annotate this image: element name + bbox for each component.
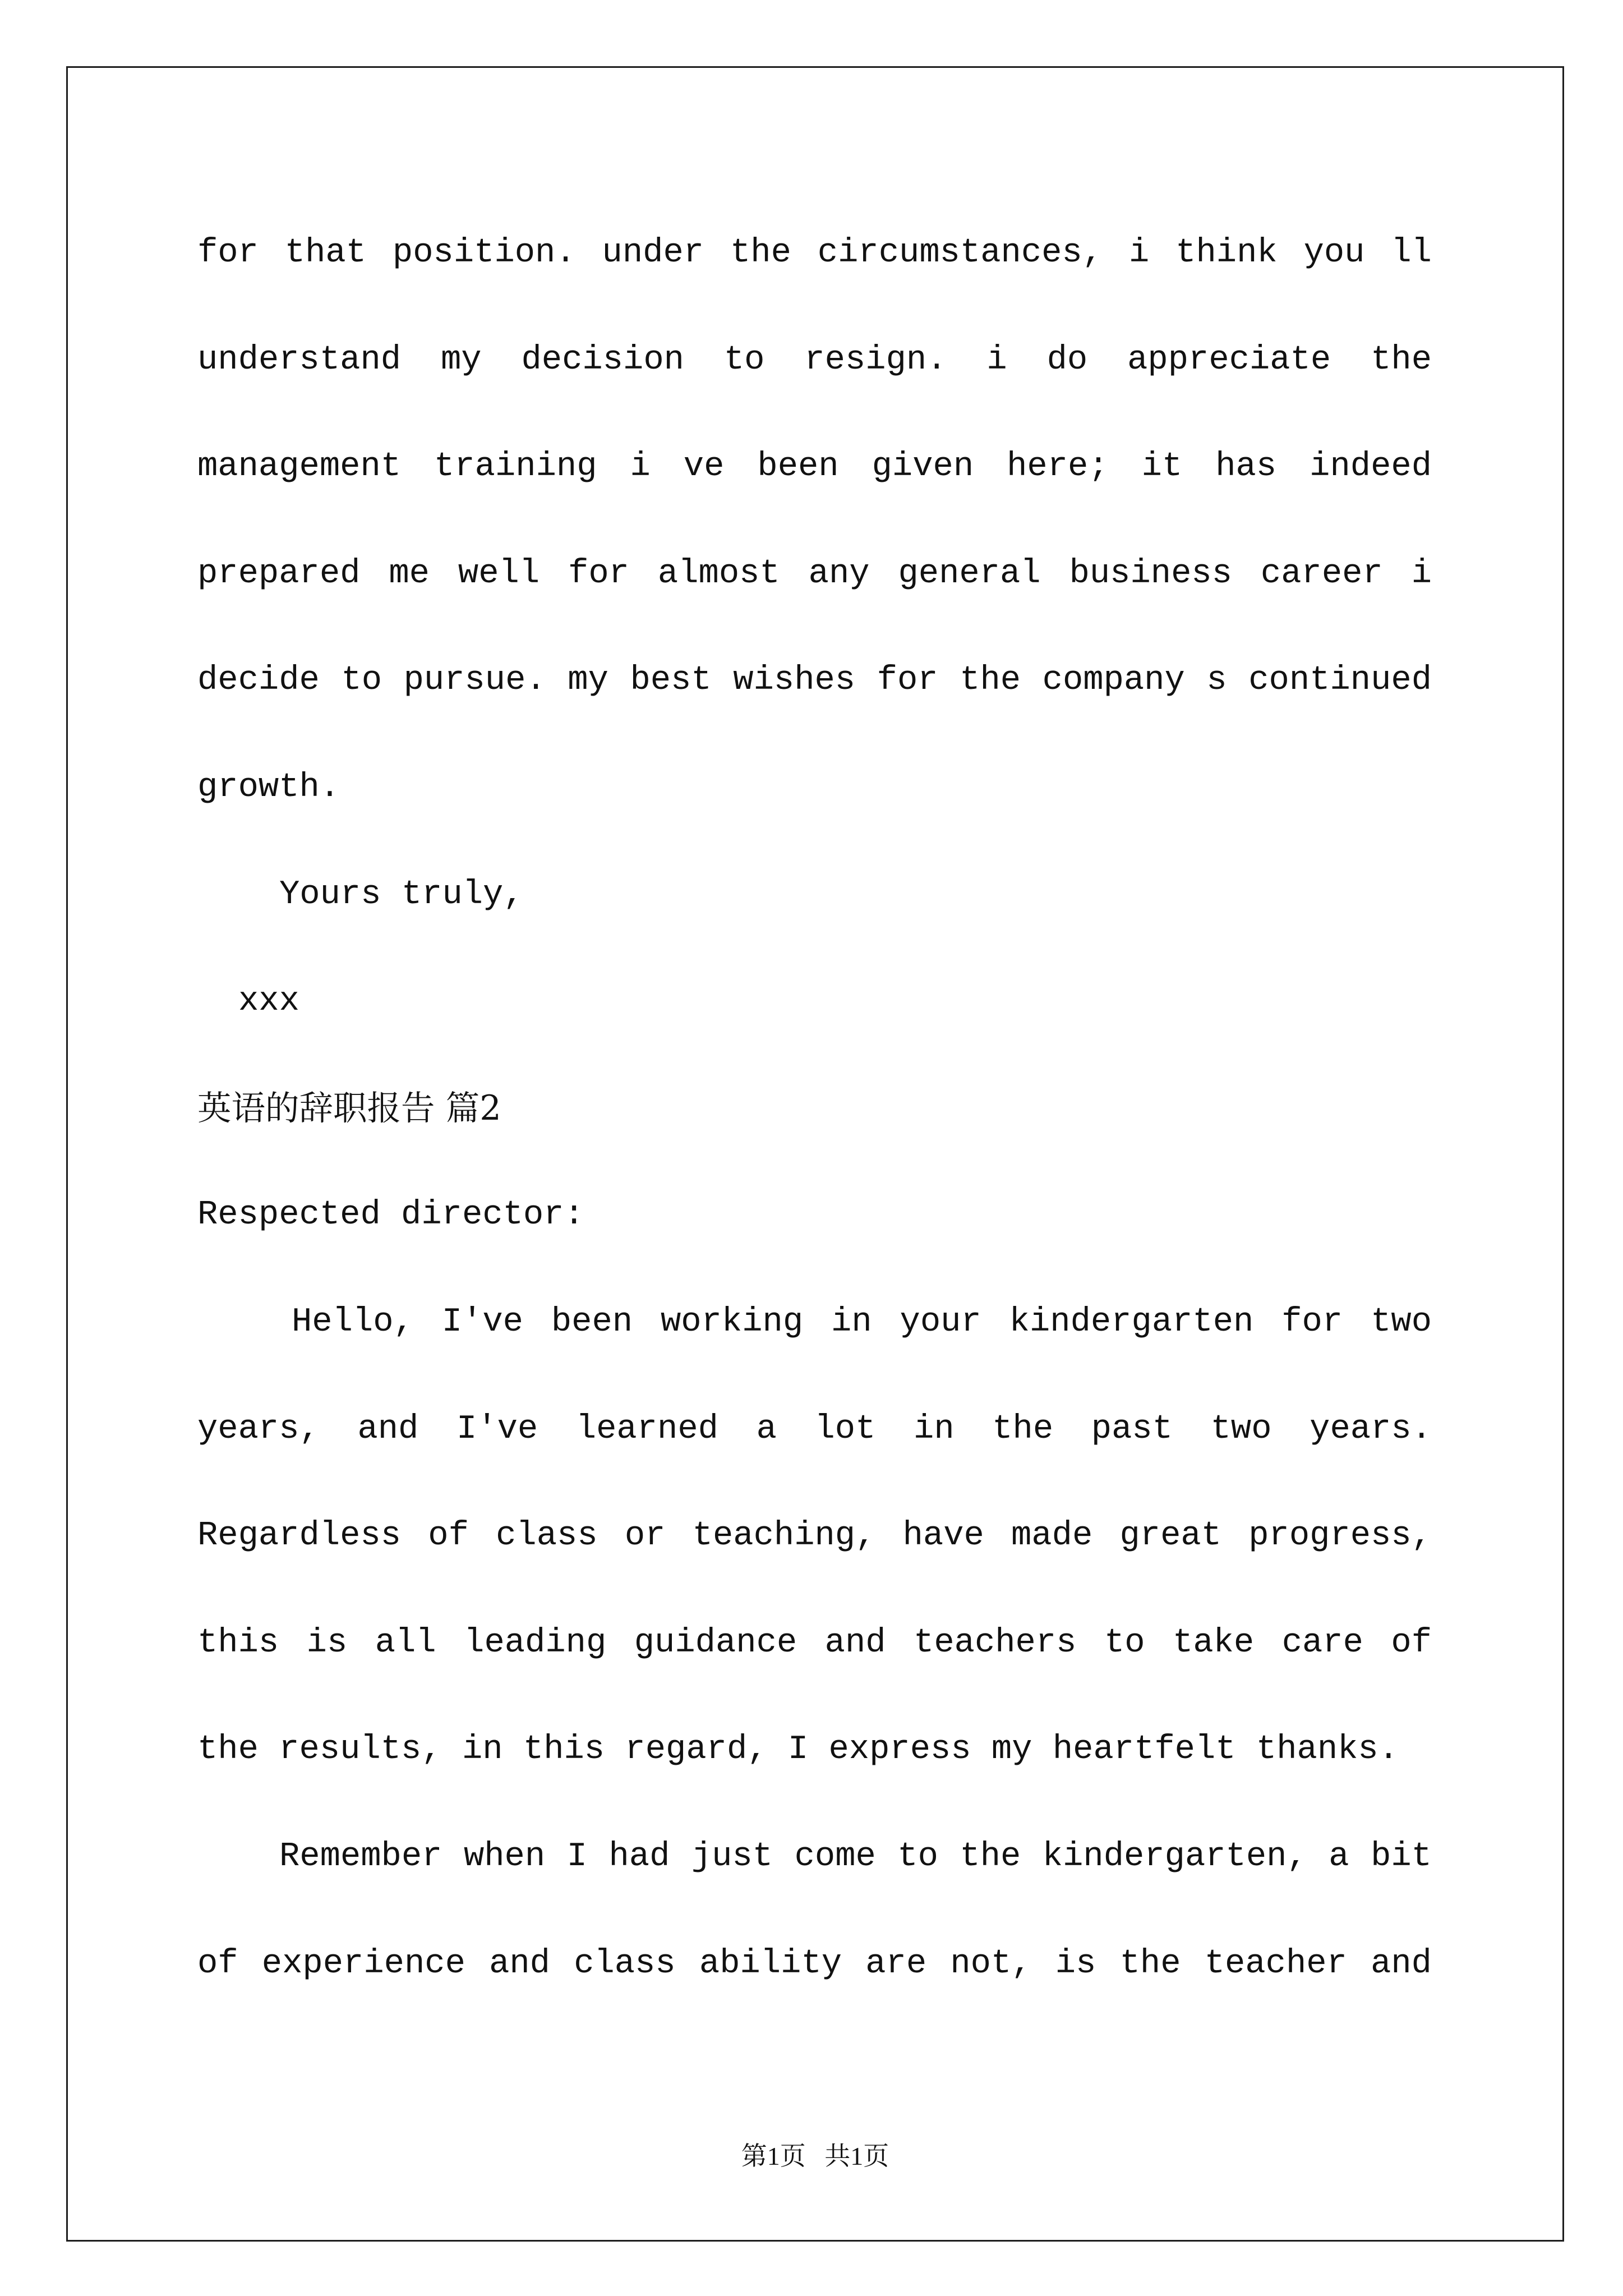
section-heading: 英语的辞职报告 篇2 bbox=[197, 1088, 501, 1128]
letter-2-paragraph-1-line: Regardless of class or teaching, have made great progress, bbox=[197, 1517, 1432, 1556]
letter-1-body-line: decide to pursue. my best wishes for the company s continued bbox=[197, 661, 1432, 700]
letter-2-paragraph-1-line: the results, in this regard, I express my heartfelt thanks. bbox=[197, 1731, 1399, 1769]
letter-1-body-line: prepared me well for almost any general business career i bbox=[197, 554, 1432, 593]
letter-1-body-line: understand my decision to resign. i do appreciate the bbox=[197, 341, 1432, 379]
document-body bbox=[197, 200, 1432, 2017]
letter-2-paragraph-2-line: of experience and class ability are not, is the teacher and bbox=[197, 1944, 1432, 1983]
letter-2-paragraph-2-line: Remember when I had just come to the kindergarten, a bit bbox=[279, 1837, 1432, 1876]
page-indicator: 第1页 共1页 bbox=[741, 2142, 889, 2170]
letter-1-signature: xxx bbox=[238, 982, 299, 1021]
letter-1-body-line: for that position. under the circumstances, i think you ll bbox=[197, 234, 1432, 272]
letter-1-closing: Yours truly, bbox=[279, 875, 524, 914]
letter-1-body-line: growth. bbox=[197, 768, 340, 807]
letter-2-paragraph-1-line: this is all leading guidance and teachers to take care of bbox=[197, 1623, 1432, 1662]
letter-1-body-line: management training i ve been given here; it has indeed bbox=[197, 448, 1432, 486]
letter-2-salutation: Respected director: bbox=[197, 1196, 584, 1235]
letter-2-paragraph-1-line: years, and I've learned a lot in the past two years. bbox=[197, 1410, 1432, 1448]
letter-2-paragraph-1-line: Hello, I've been working in your kindergarten for two bbox=[292, 1303, 1432, 1341]
